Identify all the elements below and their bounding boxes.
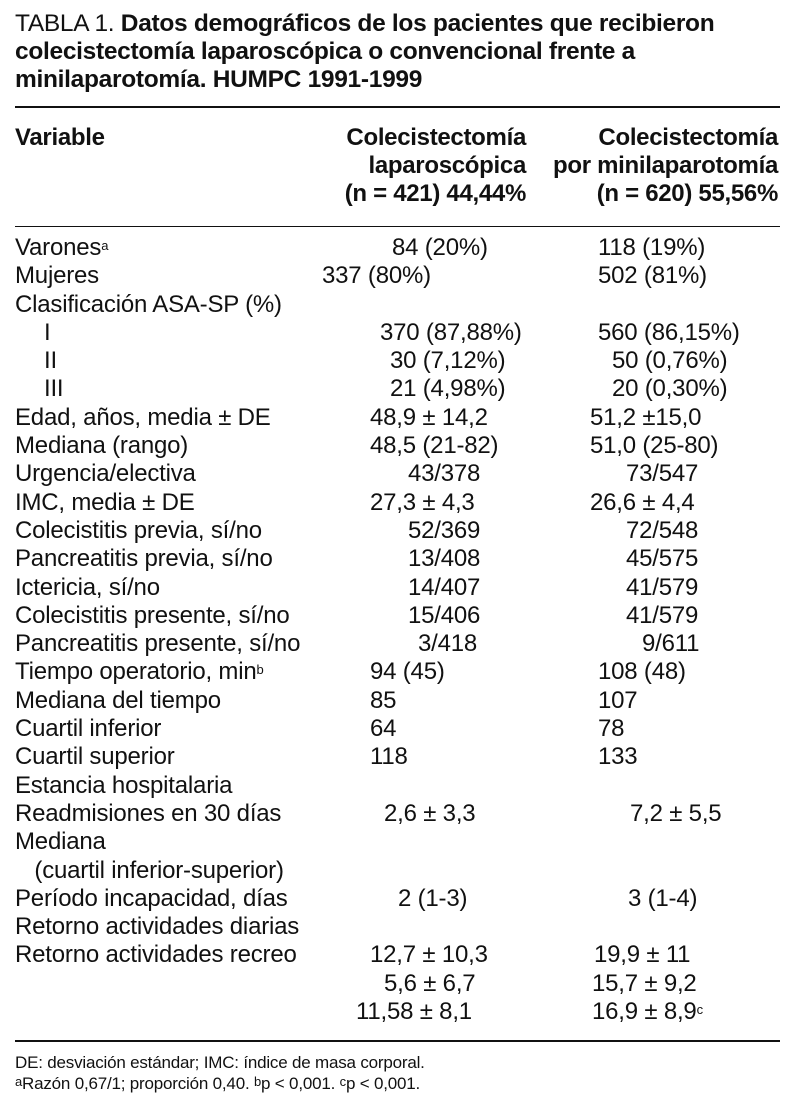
- cell-laparoscopic: 21 (4,98%): [390, 375, 506, 403]
- cell-minilaparotomy: [626, 602, 698, 630]
- row-label: [15, 460, 196, 488]
- row-label: [15, 291, 282, 319]
- row-label: [15, 602, 290, 630]
- row-label-text: Cuartil inferior: [15, 715, 162, 743]
- row-label-footnote-mark: b: [256, 662, 264, 678]
- cell-laparoscopic: 85: [370, 686, 397, 714]
- table-row: [0, 432, 798, 460]
- table-row: [0, 857, 798, 885]
- table-row: [0, 828, 798, 856]
- cell-laparoscopic: 13/408: [408, 545, 481, 573]
- row-label-text: IMC, media ± DE: [15, 488, 195, 516]
- cell-laparoscopic: 84 (20%): [392, 234, 488, 261]
- table-row: [0, 772, 798, 800]
- cell-laparoscopic: 94 (45): [370, 658, 445, 686]
- cell-laparoscopic: 2 (1-3): [398, 884, 468, 912]
- row-label-text: Readmisiones en 30 días: [15, 799, 282, 827]
- row-label: [15, 517, 262, 545]
- cell-minilaparotomy: [590, 489, 695, 517]
- bottom-rule: [15, 1040, 780, 1042]
- row-label-text: Mediana: [15, 828, 106, 856]
- row-label-text: Clasificación ASA-SP (%): [15, 290, 282, 318]
- table-row: [0, 630, 798, 658]
- row-label-text: Cuartil superior: [15, 743, 175, 771]
- cell-laparoscopic: 15/406: [408, 601, 481, 629]
- table-row: [0, 517, 798, 545]
- table-row: [0, 941, 798, 969]
- row-label: [15, 743, 175, 771]
- cell-laparoscopic: 118: [370, 743, 408, 771]
- cell-minilaparotomy-text: 118 (19%): [598, 234, 706, 261]
- row-label-text: Retorno actividades recreo: [15, 941, 297, 969]
- cell-minilaparotomy-text: 51,2 ±15,0: [590, 403, 702, 431]
- cell-minilaparotomy: [630, 800, 721, 828]
- row-label: [15, 941, 297, 969]
- cell-minilaparotomy: [598, 715, 624, 743]
- cell-laparoscopic: 14/407: [408, 573, 481, 601]
- row-label-text: Tiempo operatorio, min: [15, 658, 257, 686]
- row-label: [15, 574, 160, 602]
- table-row: [0, 319, 798, 347]
- cell-minilaparotomy-text: 560 (86,15%): [598, 318, 740, 346]
- cell-laparoscopic: 337 (80%): [322, 262, 431, 290]
- cell-laparoscopic: 30 (7,12%): [390, 347, 506, 375]
- row-label: [15, 828, 106, 856]
- cell-minilaparotomy-text: 78: [598, 715, 625, 743]
- row-label: [44, 375, 63, 403]
- row-label-text: Mediana del tiempo: [15, 686, 221, 714]
- cell-minilaparotomy-text: 502 (81%): [598, 262, 707, 290]
- cell-minilaparotomy: [594, 941, 690, 969]
- cell-minilaparotomy: [612, 375, 727, 403]
- cell-minilaparotomy-text: 15,7 ± 9,2: [592, 969, 697, 997]
- cell-laparoscopic: 48,5 (21-82): [370, 432, 499, 460]
- table-caption: Datos demográficos de los pacientes que recibieron colecistectomía laparoscópica o convencional frente a minilaparotomía. HUMPC 1991-1999: [15, 10, 715, 93]
- table-row: [0, 800, 798, 828]
- row-label: [15, 885, 288, 913]
- row-label-text: Varones: [15, 234, 102, 261]
- row-label: [15, 658, 264, 686]
- footnote-mark-b: b: [254, 1074, 262, 1089]
- cell-minilaparotomy-text: 19,9 ± 11: [594, 941, 691, 969]
- cell-minilaparotomy: [598, 658, 686, 686]
- table-row: [0, 545, 798, 573]
- cell-laparoscopic: 12,7 ± 10,3: [370, 941, 488, 969]
- row-label-footnote-mark: a: [101, 238, 109, 253]
- table-row: [0, 998, 798, 1026]
- cell-laparoscopic: 52/369: [408, 516, 481, 544]
- row-label-text: Pancreatitis presente, sí/no: [15, 630, 301, 658]
- cell-laparoscopic: 64: [370, 715, 397, 743]
- table-row: [0, 347, 798, 375]
- cell-laparoscopic: 43/378: [408, 460, 481, 488]
- cell-minilaparotomy-text: 41/579: [626, 573, 699, 601]
- footnote-mark-a: a: [15, 1074, 23, 1089]
- table-row: [0, 715, 798, 743]
- row-label: [15, 857, 284, 885]
- cell-minilaparotomy: [598, 262, 707, 290]
- row-label: [15, 489, 195, 517]
- header-variable: Variable: [15, 124, 105, 151]
- cell-minilaparotomy: [626, 517, 698, 545]
- header-minilaparotomy-line3: (n = 620) 55,56%: [596, 180, 778, 207]
- footnote-mark-c: c: [339, 1074, 346, 1089]
- row-label: [15, 545, 273, 573]
- row-label: [44, 319, 50, 347]
- cell-minilaparotomy: [642, 630, 699, 658]
- table-row: [0, 234, 798, 262]
- cell-minilaparotomy: [592, 970, 697, 998]
- row-label: [15, 715, 161, 743]
- table-row: [0, 743, 798, 771]
- footnote-b-text: p < 0,001.: [261, 1074, 340, 1093]
- table-row: [0, 913, 798, 941]
- cell-minilaparotomy-text: 133: [598, 743, 638, 771]
- table-row: [0, 262, 798, 290]
- cell-minilaparotomy: [626, 574, 698, 602]
- footnote-line1: DE: desviación estándar; IMC: índice de masa corporal.: [15, 1053, 425, 1072]
- cell-minilaparotomy-text: 7,2 ± 5,5: [630, 799, 722, 827]
- row-label: [15, 262, 99, 290]
- cell-minilaparotomy-text: 3 (1-4): [628, 884, 698, 912]
- cell-minilaparotomy: [598, 319, 740, 347]
- table-row: [0, 602, 798, 630]
- row-label-text: III: [44, 375, 64, 403]
- row-label-text: Urgencia/electiva: [15, 460, 196, 488]
- cell-minilaparotomy-text: 107: [598, 686, 638, 714]
- row-label-text: I: [44, 318, 51, 346]
- cell-minilaparotomy-text: 20 (0,30%): [612, 375, 728, 403]
- row-label: [15, 404, 271, 432]
- table-row: [0, 687, 798, 715]
- row-label: [15, 630, 300, 658]
- header-minilaparotomy-line1: Colecistectomía: [598, 124, 778, 151]
- table-title: [15, 10, 785, 94]
- footnote-c-text: p < 0,001.: [345, 1074, 421, 1093]
- table-row: [0, 970, 798, 998]
- cell-minilaparotomy: [626, 545, 698, 573]
- header-minilaparotomy: [530, 124, 778, 208]
- row-label-text: Mujeres: [15, 262, 99, 290]
- row-label-text: Ictericia, sí/no: [15, 573, 160, 601]
- row-label-text: Estancia hospitalaria: [15, 771, 233, 799]
- cell-minilaparotomy: [590, 404, 701, 432]
- cell-minilaparotomy: [592, 998, 703, 1026]
- table-row: [0, 489, 798, 517]
- row-label: [15, 800, 281, 828]
- cell-laparoscopic: 11,58 ± 8,1: [356, 998, 472, 1026]
- cell-minilaparotomy-text: 50 (0,76%): [612, 347, 728, 375]
- header-laparoscopic-line3: (n = 421) 44,44%: [344, 180, 526, 207]
- row-label: [15, 772, 232, 800]
- header-laparoscopic-line1: Colecistectomía: [346, 124, 526, 151]
- cell-minilaparotomy: [626, 460, 698, 488]
- footnote-a-text: Razón 0,67/1; proporción 0,40.: [22, 1074, 254, 1093]
- table-number: TABLA 1.: [15, 10, 121, 37]
- cell-laparoscopic: 5,6 ± 6,7: [384, 969, 476, 997]
- cell-minilaparotomy-text: 108 (48): [598, 658, 686, 686]
- row-label-text: Retorno actividades diarias: [15, 913, 300, 941]
- header-laparoscopic: [318, 124, 526, 208]
- cell-laparoscopic: 3/418: [418, 630, 478, 658]
- table-row: [0, 375, 798, 403]
- row-label-text: Edad, años, media ± DE: [15, 403, 271, 431]
- cell-minilaparotomy: [598, 687, 637, 715]
- cell-footnote-mark: c: [696, 1002, 703, 1018]
- cell-laparoscopic: 370 (87,88%): [380, 318, 522, 346]
- row-label-text: (cuartil inferior-superior): [15, 856, 284, 884]
- footnotes: [15, 1052, 425, 1094]
- cell-minilaparotomy: [590, 432, 718, 460]
- table-body: [0, 234, 798, 1026]
- row-label-text: Período incapacidad, días: [15, 884, 288, 912]
- footnote-line2: [15, 1073, 425, 1094]
- header-rule: [15, 226, 780, 227]
- row-label-text: Colecistitis presente, sí/no: [15, 601, 290, 629]
- cell-minilaparotomy: [612, 347, 727, 375]
- top-rule: [15, 106, 780, 108]
- header-minilaparotomy-line2: por minilaparotomía: [553, 152, 778, 179]
- table-row: [0, 658, 798, 686]
- cell-laparoscopic: 48,9 ± 14,2: [370, 403, 488, 431]
- cell-laparoscopic: 27,3 ± 4,3: [370, 488, 475, 516]
- row-label: [15, 913, 299, 941]
- cell-minilaparotomy-text: 26,6 ± 4,4: [590, 488, 695, 516]
- cell-minilaparotomy-text: 16,9 ± 8,9: [592, 998, 697, 1026]
- cell-minilaparotomy-text: 41/579: [626, 601, 699, 629]
- table-row: [0, 460, 798, 488]
- row-label: [15, 234, 108, 262]
- cell-minilaparotomy-text: 51,0 (25-80): [590, 432, 719, 460]
- table-row: [0, 291, 798, 319]
- row-label: [15, 687, 221, 715]
- row-label: [44, 347, 57, 375]
- header-laparoscopic-line2: laparoscópica: [368, 152, 526, 179]
- cell-minilaparotomy-text: 72/548: [626, 516, 699, 544]
- row-label-text: II: [44, 347, 57, 375]
- table-row: [0, 574, 798, 602]
- cell-minilaparotomy-text: 45/575: [626, 545, 699, 573]
- row-label-text: Mediana (rango): [15, 432, 189, 460]
- cell-minilaparotomy: [598, 234, 705, 262]
- row-label-text: Pancreatitis previa, sí/no: [15, 545, 273, 573]
- table-row: [0, 885, 798, 913]
- cell-laparoscopic: 2,6 ± 3,3: [384, 799, 476, 827]
- row-label: [15, 432, 188, 460]
- table-row: [0, 404, 798, 432]
- cell-minilaparotomy: [628, 885, 697, 913]
- cell-minilaparotomy-text: 73/547: [626, 460, 699, 488]
- row-label-text: Colecistitis previa, sí/no: [15, 516, 262, 544]
- cell-minilaparotomy-text: 9/611: [642, 630, 700, 658]
- cell-minilaparotomy: [598, 743, 637, 771]
